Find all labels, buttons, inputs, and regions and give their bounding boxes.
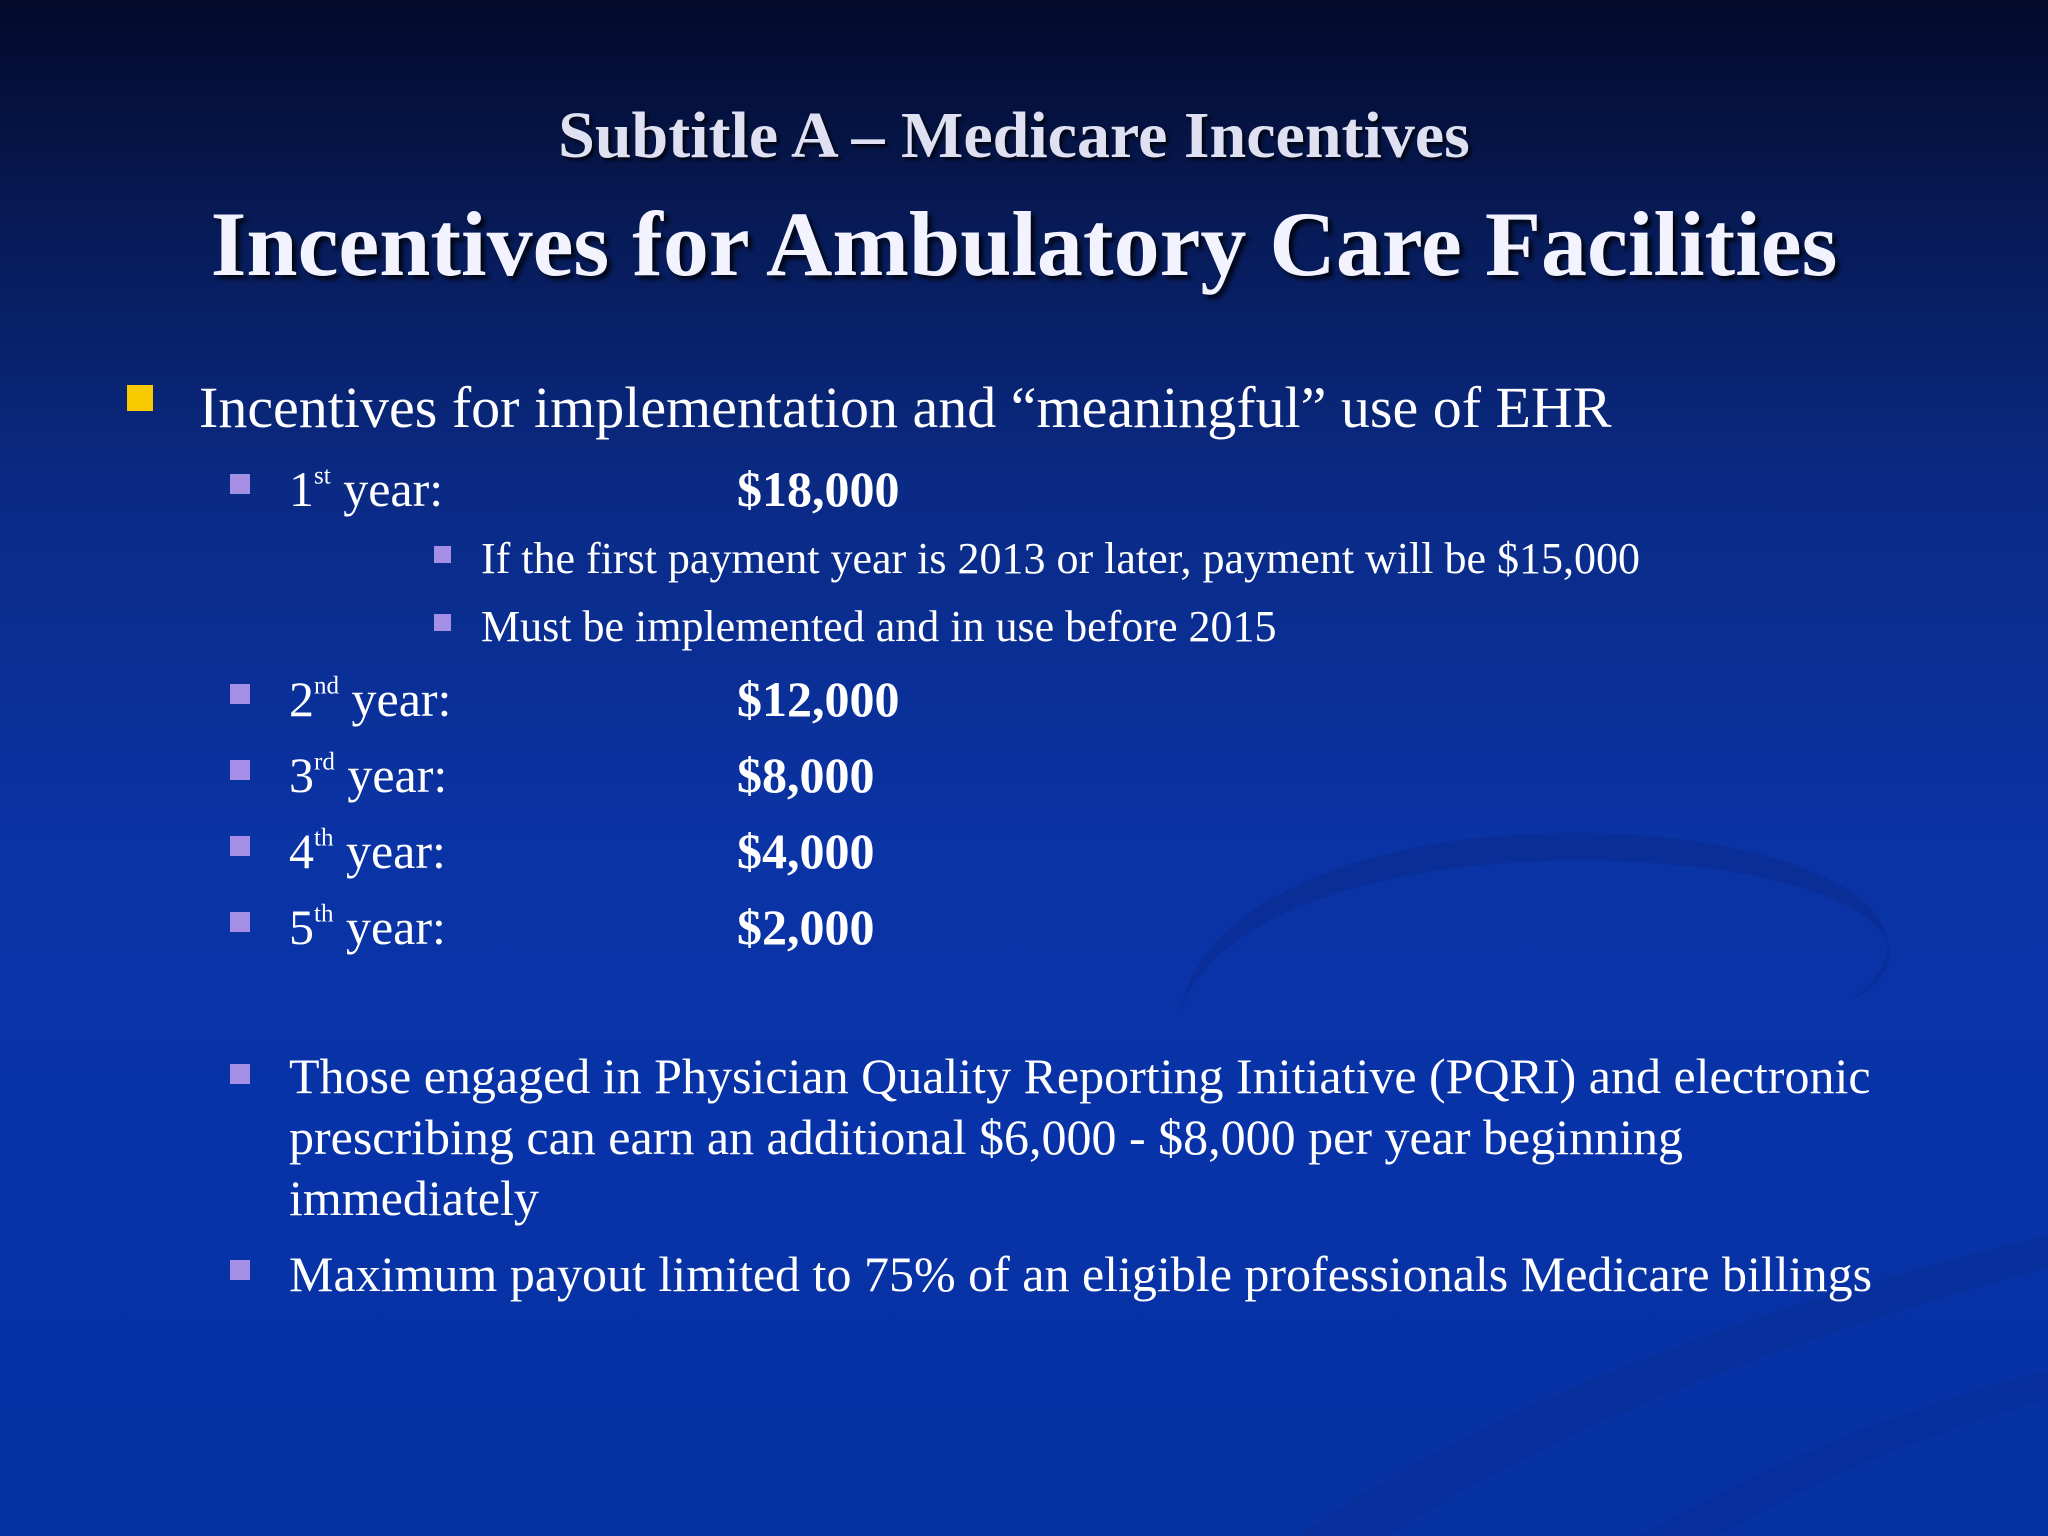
year-5-amount: $2,000 (737, 899, 875, 955)
year-5-label: 5th year: (289, 899, 446, 955)
year-3-amount: $8,000 (737, 747, 875, 803)
square-bullet-icon (230, 836, 250, 856)
year-2-amount: $12,000 (737, 671, 900, 727)
square-bullet-icon (434, 614, 451, 631)
year-3-label: 3rd year: (289, 747, 448, 803)
slide-title: Incentives for Ambulatory Care Facilities (210, 193, 1838, 295)
square-bullet-icon (230, 912, 250, 932)
square-bullet-icon (434, 546, 451, 563)
square-bullet-icon (127, 385, 153, 411)
year-4-amount: $4,000 (737, 823, 875, 879)
first-year-note-2: Must be implemented and in use before 2015 (481, 602, 1277, 651)
square-bullet-icon (230, 1064, 250, 1084)
year-1-amount: $18,000 (737, 461, 900, 517)
square-bullet-icon (230, 684, 250, 704)
year-2-label: 2nd year: (289, 671, 452, 727)
year-1-label: 1st year: (289, 461, 444, 517)
square-bullet-icon (230, 474, 250, 494)
pqri-note: Those engaged in Physician Quality Reporting Initiative (PQRI) and electronic prescribing can earn an additional $6,000 - $8,000 per year beginning immediately (289, 1048, 1871, 1226)
slide-title-block (0, 88, 2048, 304)
first-year-note-1: If the first payment year is 2013 or later, payment will be $15,000 (481, 534, 1641, 583)
slide-subtitle: Subtitle A – Medicare Incentives (558, 99, 1470, 172)
main-bullet-text: Incentives for implementation and “meaningful” use of EHR (199, 375, 1612, 440)
square-bullet-icon (230, 1260, 250, 1280)
square-bullet-icon (230, 760, 250, 780)
year-4-label: 4th year: (289, 823, 446, 879)
max-payout-note: Maximum payout limited to 75% of an eligible professionals Medicare billings (289, 1246, 1873, 1302)
